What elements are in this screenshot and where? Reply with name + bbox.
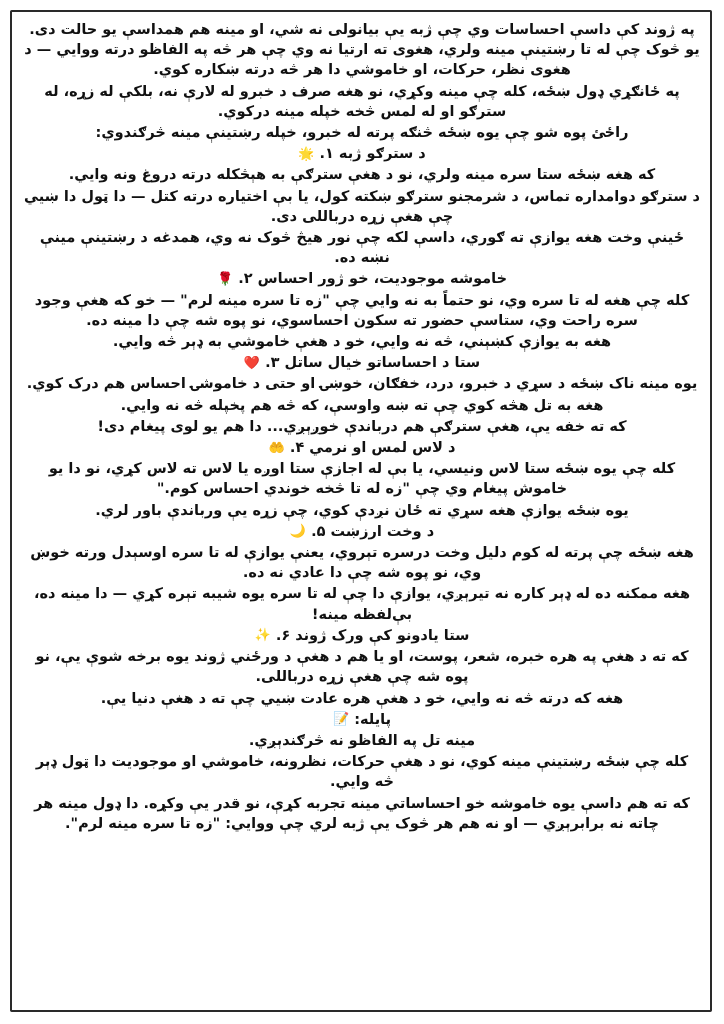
section-1-heading [24, 144, 700, 164]
section-1-paragraph-3: ځينې وخت هغه يوازې ته ګوري، داسې لکه چې نور هيڅ څوک نه وي، همدغه د رښتينې مينې نښه ده. [39, 230, 685, 267]
rose-icon: 🌹 [216, 271, 234, 287]
intro-paragraph-2: په ځانګړي ډول ښځه، کله چې مينه وکړي، نو هغه صرف د خبرو له لارې نه، بلکې له زړه، له سترګو او له لمس څخه خپله مينه درکوي. [44, 83, 680, 120]
section-1-paragraph-2: د سترګو دوامداره تماس، د شرمجنو سترګو ښکته کول، يا بې اختياره درته کتل — دا ټول دا ښيي چې هغې زړه درباللی دی. [24, 188, 700, 225]
article-body [24, 20, 700, 1010]
section-3-paragraph-2: هغه به تل هڅه کوي چې ته ښه واوسې، که څه هم پخپله څه نه وايي. [120, 397, 604, 414]
crescent-moon-icon: 🌙 [289, 524, 307, 540]
conclusion-paragraph-1: مينه تل په الفاظو نه څرګندېږي. [248, 732, 476, 749]
section-4-paragraph-1: کله چې يوه ښځه ستا لاس ونيسي، يا بې له اجازې ستا اوږه يا لاس ته لاس کړي، نو دا يو خاموش پيغام وي چې "زه له تا څخه خوندي احساس کوم." [48, 461, 676, 498]
conclusion-heading [24, 710, 700, 730]
palms-up-icon: 🤲 [268, 440, 285, 456]
section-6-paragraph-1: که ته د هغې په هره خبره، شعر، پوست، او يا هم د هغې د ورځني ژوند يوه برخه شوې يې، نو پوه شه چې هغې زړه درباللی. [35, 649, 689, 686]
section-1-title: د سترګو ژبه ۱. [319, 146, 426, 163]
section-2-title: خاموشه موجوديت، خو ژور احساس ۲. [238, 271, 508, 288]
section-6-title: ستا يادونو کې ورک ژوند ۶. [275, 627, 470, 644]
section-4-title: د لاس لمس او نرمي ۴. [289, 440, 456, 457]
section-3-paragraph-3: که ته خفه يې، هغې سترګې هم درباندې خوږېږي... دا هم يو لوی پيغام دی! [97, 418, 627, 435]
section-3-title: ستا د احساساتو خيال ساتل ۳. [265, 355, 481, 372]
section-5-paragraph-2: هغه ممکنه ده له ډېر کاره نه تيرېږي، يوازې دا چې له تا سره يوه شيبه تېره کړي — دا مينه ده، بې‌لفظه مينه! [33, 586, 691, 623]
section-5-title: د وخت ارزښت ۵. [311, 523, 435, 540]
glowing-star-icon: 🌟 [298, 146, 315, 162]
section-6-heading [24, 626, 700, 646]
red-heart-icon: ❤️ [243, 355, 261, 371]
section-2-heading [24, 269, 700, 289]
section-3-heading [24, 353, 700, 373]
section-2-paragraph-2: هغه به يوازې کښېني، څه نه وايي، خو د هغې خاموشي به ډېر څه وايي. [112, 334, 612, 351]
section-4-paragraph-2: يوه ښځه يوازې هغه سړي ته ځان نږدې کوي، چې زړه يې ورباندې باور لري. [95, 502, 629, 519]
conclusion-paragraph-3: که ته هم داسې يوه خاموشه خو احساساتي مينه تجربه کړې، نو قدر يې وکړه. دا ډول مينه هر چاته نه برابرېږي — او نه هم هر څوک يې ژبه لري چې ووايي: "زه تا سره مينه لرم". [34, 795, 690, 832]
intro-paragraph-3: راځئ پوه شو چې يوه ښځه څنګه پرته له خبرو، خپله رښتينې مينه څرګندوي: [95, 125, 629, 142]
section-5-heading [24, 522, 700, 542]
section-1-paragraph-1: که هغه ښځه ستا سره مينه ولري، نو د هغې سترګې به هېڅکله درته دروغ ونه وايي. [68, 167, 656, 184]
memo-icon: 📝 [332, 712, 350, 728]
section-5-paragraph-1: هغه ښځه چې پرته له کوم دليل وخت درسره تېروي، يعنې يوازې له تا سره اوسېدل ورته خوښ وي، نو پوه شه چې دا عادي نه ده. [30, 545, 694, 582]
section-3-paragraph-1: يوه مينه ناک ښځه د سړي د خبرو، درد، خفګان، خوښۍ او حتی د خاموشۍ احساس هم درک کوي. [26, 376, 698, 393]
conclusion-title: پايله: [354, 711, 392, 728]
section-2-paragraph-1: کله چې هغه له تا سره وي، نو حتماً به نه وايي چې "زه تا سره مينه لرم" — خو که هغې وجود سره راحت وي، ستاسې حضور ته سکون احساسوي، نو پوه شه چې دا مينه ده. [34, 292, 690, 329]
sparkles-icon: ✨ [254, 628, 271, 644]
conclusion-paragraph-2: کله چې ښځه رښتينې مينه کوي، نو د هغې حرکات، نظرونه، خاموشي او موجوديت دا ټول ډېر څه وايي. [35, 754, 689, 791]
intro-paragraph-1: په ژوند کې داسې احساسات وي چې ژبه يې بيانولی نه شي، او مينه هم همداسې يو حالت دی. يو څوک چې له تا رښتينې مينه ولري، هغوی ته ارتيا نه وي چې هر څه په الفاظو درته ووايي — د هغوی نظر، حرکات، او خاموشي دا هر څه درته ښکاره کوي. [24, 22, 700, 79]
section-6-paragraph-2: هغه که درته څه نه وايي، خو د هغې هره عادت ښيي چې ته د هغې دنيا يې. [100, 690, 624, 707]
section-4-heading [24, 438, 700, 458]
